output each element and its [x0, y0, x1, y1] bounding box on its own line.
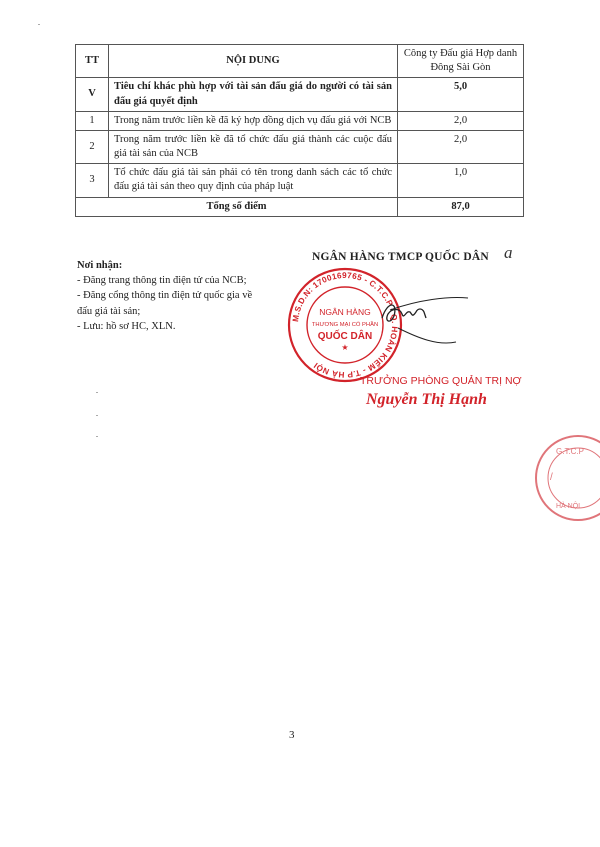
scan-speck: [96, 392, 98, 393]
seal-outer-text: M.S.D.N: 1700169765 - C.T.C.P - Q. HOÀN KIẾM - T.P HÀ NỘI: [291, 270, 400, 380]
row-score: 2,0: [398, 130, 524, 163]
row-tt: 2: [76, 130, 109, 163]
svg-text:★: ★: [341, 343, 349, 352]
total-score: 87,0: [398, 197, 524, 216]
svg-text:G.T.C.P: G.T.C.P: [556, 447, 585, 456]
row-tt: V: [76, 78, 109, 111]
recipient-item: - Đăng cổng thông tin điện tử quốc gia về đấu giá tài sản;: [77, 290, 253, 317]
recipient-item: - Lưu: hồ sơ HC, XLN.: [77, 320, 176, 332]
recipients-heading: Nơi nhận:: [77, 260, 123, 271]
svg-text:/: /: [550, 472, 553, 483]
partial-seal-stamp: [520, 428, 600, 528]
row-tt: 1: [76, 111, 109, 130]
signer-position: TRƯỞNG PHÒNG QUẢN TRỊ NỢ: [360, 375, 522, 387]
scan-speck: [38, 24, 40, 25]
row-score: 5,0: [398, 78, 524, 111]
seal-line3: QUỐC DÂN: [317, 331, 373, 342]
total-label: Tổng số điểm: [76, 197, 398, 216]
table-row: [76, 111, 524, 130]
table-row: [76, 130, 524, 163]
recipient-item: - Đăng trang thông tin điện tử của NCB;: [77, 275, 247, 287]
criteria-table: [75, 44, 524, 217]
initial-mark: a: [504, 243, 513, 262]
scan-speck: [96, 415, 98, 416]
scan-speck: [96, 436, 98, 437]
row-content: Tiêu chí khác phù hợp với tài sản đấu giá do người có tài sản đấu giá quyết định: [109, 78, 398, 111]
header-content: NỘI DUNG: [109, 45, 398, 78]
row-content: Trong năm trước liền kề đã ký hợp đồng dịch vụ đấu giá với NCB: [109, 111, 398, 130]
table-header-row: [76, 45, 524, 78]
table-total-row: [76, 197, 524, 216]
page-number: 3: [289, 729, 295, 741]
row-score: 1,0: [398, 164, 524, 197]
seal-line2: THƯƠNG MẠI CỔ PHẦN: [311, 322, 379, 328]
bank-name: NGÂN HÀNG TMCP QUỐC DÂN: [312, 251, 489, 263]
signer-name: Nguyễn Thị Hạnh: [366, 391, 487, 408]
row-content: Tổ chức đấu giá tài sản phải có tên trong danh sách các tổ chức đấu giá tài sản theo quy định của pháp luật: [109, 164, 398, 197]
row-tt: 3: [76, 164, 109, 197]
row-content: Trong năm trước liền kề đã tổ chức đấu giá thành các cuộc đấu giá tài sản của NCB: [109, 130, 398, 163]
table-row: [76, 78, 524, 111]
recipients-block: [77, 258, 267, 334]
handwritten-signature: [378, 290, 470, 352]
header-score: Công ty Đấu giá Hợp danh Đông Sài Gòn: [398, 45, 524, 78]
table-row: [76, 164, 524, 197]
header-tt: TT: [76, 45, 109, 78]
svg-text:HÀ NỘI: HÀ NỘI: [556, 503, 581, 510]
seal-line1: NGÂN HÀNG: [319, 307, 371, 317]
row-score: 2,0: [398, 111, 524, 130]
